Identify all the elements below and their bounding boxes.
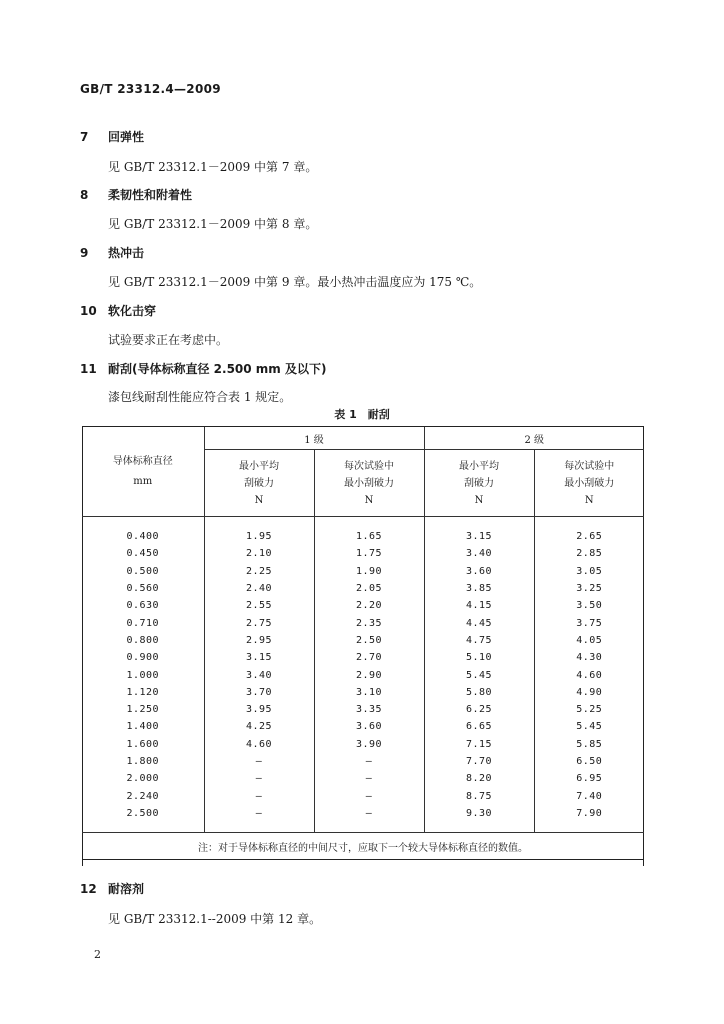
- section-7-text: 见 GB/T 23312.1－2009 中第 7 章。: [108, 160, 318, 174]
- grade-1-min-per-test-cell: –: [314, 753, 424, 770]
- grade-1-min-average-header: [204, 450, 314, 517]
- grade-2-min-average-cell: 3.40: [424, 545, 534, 562]
- section-title: 软化击穿: [108, 304, 157, 318]
- header-line: 最小刮破力: [564, 477, 615, 489]
- grade-1-min-average-cell: 2.25: [204, 563, 314, 580]
- grade-2-min-per-test-cell: 2.85: [534, 545, 644, 562]
- grade-1-min-per-test-cell: 3.60: [314, 718, 424, 735]
- grade-1-min-average-cell: 1.95: [204, 528, 314, 545]
- section-title: 耐刮(导体标称直径 2.500 mm 及以下): [108, 362, 327, 376]
- grade-1-min-average-cell: 2.95: [204, 632, 314, 649]
- table-row: [82, 736, 644, 753]
- header-unit: N: [254, 494, 264, 506]
- table-caption: 表 1 耐刮: [334, 408, 390, 421]
- grade-1-min-per-test-cell: 3.10: [314, 684, 424, 701]
- header-line: 最小平均: [459, 460, 499, 472]
- diameter-header-unit: mm: [133, 475, 153, 487]
- diameter-header: [82, 427, 204, 517]
- grade-1-min-average-cell: —: [204, 787, 314, 804]
- grade-2-min-average-cell: 8.75: [424, 787, 534, 804]
- grade-2-min-per-test-cell: 4.90: [534, 684, 644, 701]
- grade-2-min-per-test-cell: 4.60: [534, 666, 644, 683]
- page-number: 2: [94, 948, 101, 961]
- diameter-cell: 2.240: [126, 790, 160, 802]
- grade-2-min-average-cell: 4.45: [424, 614, 534, 631]
- section-10-heading: [80, 302, 156, 319]
- diameter-cell: 1.000: [126, 669, 160, 681]
- diameter-cell: 0.630: [126, 600, 160, 612]
- grade-1-min-per-test-cell: 2.20: [314, 597, 424, 614]
- table-row: [82, 614, 644, 631]
- grade-1-min-per-test-cell: 2.05: [314, 580, 424, 597]
- table-row: [82, 597, 644, 614]
- diameter-cell: 0.500: [126, 565, 160, 577]
- section-8-heading: [80, 186, 192, 203]
- table-row: [82, 580, 644, 597]
- grade-2-min-per-test-cell: 7.40: [534, 787, 644, 804]
- section-12-text: 见 GB/T 23312.1--2009 中第 12 章。: [108, 912, 322, 926]
- grade-1-min-per-test-cell: 3.90: [314, 736, 424, 753]
- table-row: [82, 701, 644, 718]
- table-row: [82, 753, 644, 770]
- diameter-cell: 0.400: [126, 531, 160, 543]
- header-line: 每次试验中: [344, 460, 394, 472]
- section-number: 9: [80, 246, 89, 260]
- diameter-cell: 0.450: [126, 548, 160, 560]
- grade-2-min-average-header: [424, 450, 534, 517]
- grade-1-min-average-cell: 4.60: [204, 736, 314, 753]
- table-row: [82, 563, 644, 580]
- grade-2-min-per-test-cell: 5.45: [534, 718, 644, 735]
- table-row: [82, 684, 644, 701]
- section-number: 12: [80, 882, 97, 896]
- table-row: [82, 666, 644, 683]
- grade-2-min-average-cell: 5.10: [424, 649, 534, 666]
- table-row: [82, 545, 644, 562]
- header-unit: N: [474, 494, 484, 506]
- grade-1-min-per-test-cell: –: [314, 787, 424, 804]
- section-number: 7: [80, 130, 89, 144]
- grade-2-min-average-cell: 7.70: [424, 753, 534, 770]
- table-row: [82, 718, 644, 735]
- grade-1-min-per-test-cell: 3.35: [314, 701, 424, 718]
- table-row: [82, 528, 644, 545]
- diameter-cell: 0.900: [126, 652, 160, 664]
- grade-2-min-average-cell: 9.30: [424, 805, 534, 822]
- standard-id-header: GB/T 23312.4—2009: [80, 82, 221, 96]
- diameter-cell: 1.600: [126, 738, 160, 750]
- grade-2-min-per-test-cell: 6.50: [534, 753, 644, 770]
- grade-1-min-per-test-header: [314, 450, 424, 517]
- grade-2-min-per-test-cell: 3.50: [534, 597, 644, 614]
- section-number: 10: [80, 304, 97, 318]
- grade-1-min-average-cell: 2.55: [204, 597, 314, 614]
- grade-1-min-per-test-cell: 1.65: [314, 528, 424, 545]
- section-11-text: 漆包线耐刮性能应符合表 1 规定。: [108, 390, 292, 404]
- grade-1-min-average-cell: 2.75: [204, 614, 314, 631]
- grade-2-min-average-cell: 3.15: [424, 528, 534, 545]
- grade-2-min-average-cell: 7.15: [424, 736, 534, 753]
- table-row: [82, 787, 644, 804]
- table-body: [82, 528, 644, 822]
- grade-2-min-per-test-cell: 6.95: [534, 770, 644, 787]
- diameter-cell: 1.800: [126, 756, 160, 767]
- grade-2-header: 2 级: [424, 427, 644, 450]
- grade-2-min-average-cell: 6.65: [424, 718, 534, 735]
- grade-2-min-average-cell: 5.80: [424, 684, 534, 701]
- diameter-cell: 2.500: [126, 807, 160, 819]
- grade-2-min-average-cell: 8.20: [424, 770, 534, 787]
- diameter-cell: 2.000: [126, 773, 160, 785]
- table-row: [82, 649, 644, 666]
- section-number: 8: [80, 188, 89, 202]
- grade-1-min-per-test-cell: 2.70: [314, 649, 424, 666]
- grade-1-min-per-test-cell: 2.50: [314, 632, 424, 649]
- section-title: 热冲击: [108, 246, 145, 260]
- section-title: 回弹性: [108, 130, 145, 144]
- grade-1-min-average-cell: —: [204, 753, 314, 770]
- table-note: 注：对于导体标称直径的中间尺寸，应取下一个较大导体标称直径的数值。: [82, 833, 644, 860]
- diameter-cell: 0.560: [126, 583, 160, 595]
- header-line: 最小平均: [239, 460, 279, 472]
- grade-1-min-per-test-cell: 1.75: [314, 545, 424, 562]
- section-8-text: 见 GB/T 23312.1－2009 中第 8 章。: [108, 217, 318, 231]
- grade-1-min-average-cell: 3.95: [204, 701, 314, 718]
- section-10-text: 试验要求正在考虑中。: [108, 333, 229, 347]
- grade-2-min-per-test-cell: 5.25: [534, 701, 644, 718]
- grade-1-min-per-test-cell: 1.90: [314, 563, 424, 580]
- grade-2-min-average-cell: 4.75: [424, 632, 534, 649]
- grade-2-min-average-cell: 6.25: [424, 701, 534, 718]
- grade-2-min-per-test-cell: 3.25: [534, 580, 644, 597]
- grade-1-header: 1 级: [204, 427, 424, 450]
- diameter-cell: 0.800: [126, 634, 160, 646]
- scrape-resistance-table: [82, 426, 644, 860]
- grade-1-min-average-cell: 4.25: [204, 718, 314, 735]
- grade-2-min-per-test-cell: 4.05: [534, 632, 644, 649]
- diameter-cell: 1.250: [126, 704, 160, 716]
- grade-2-min-average-cell: 5.45: [424, 666, 534, 683]
- diameter-cell: 0.710: [126, 617, 160, 629]
- section-11-heading: [80, 360, 326, 377]
- grade-1-min-average-cell: —: [204, 805, 314, 822]
- grade-2-min-average-cell: 3.85: [424, 580, 534, 597]
- grade-1-min-average-cell: 3.70: [204, 684, 314, 701]
- grade-1-min-per-test-cell: 2.90: [314, 666, 424, 683]
- diameter-cell: 1.120: [126, 686, 160, 698]
- grade-2-min-per-test-cell: 2.65: [534, 528, 644, 545]
- section-9-text: 见 GB/T 23312.1－2009 中第 9 章。最小热冲击温度应为 175 ℃。: [108, 275, 482, 289]
- grade-1-min-average-cell: —: [204, 770, 314, 787]
- diameter-header-label: 导体标称直径: [112, 455, 173, 467]
- grade-1-min-average-cell: 2.10: [204, 545, 314, 562]
- header-unit: N: [584, 494, 594, 506]
- section-number: 11: [80, 362, 97, 376]
- grade-2-min-per-test-cell: 3.05: [534, 563, 644, 580]
- grade-1-min-average-cell: 3.40: [204, 666, 314, 683]
- header-unit: N: [364, 494, 374, 506]
- grade-2-min-per-test-cell: 7.90: [534, 805, 644, 822]
- grade-1-min-per-test-cell: –: [314, 770, 424, 787]
- grade-1-min-average-cell: 2.40: [204, 580, 314, 597]
- header-line: 最小刮破力: [344, 477, 394, 489]
- grade-1-min-per-test-cell: 2.35: [314, 614, 424, 631]
- table-row: [82, 632, 644, 649]
- grade-2-min-per-test-cell: 5.85: [534, 736, 644, 753]
- section-9-heading: [80, 244, 144, 261]
- section-title: 耐溶剂: [108, 882, 145, 896]
- header-line: 刮破力: [464, 477, 494, 489]
- section-12-heading: [80, 880, 144, 897]
- grade-2-min-average-cell: 4.15: [424, 597, 534, 614]
- header-line: 刮破力: [244, 477, 274, 489]
- section-title: 柔韧性和附着性: [108, 188, 193, 202]
- grade-2-min-per-test-header: [534, 450, 644, 517]
- grade-1-min-per-test-cell: –: [314, 805, 424, 822]
- grade-1-min-average-cell: 3.15: [204, 649, 314, 666]
- header-line: 每次试验中: [564, 460, 615, 472]
- section-7-heading: [80, 128, 144, 145]
- diameter-cell: 1.400: [126, 721, 160, 733]
- table-row: [82, 770, 644, 787]
- grade-2-min-per-test-cell: 3.75: [534, 614, 644, 631]
- grade-2-min-average-cell: 3.60: [424, 563, 534, 580]
- grade-2-min-per-test-cell: 4.30: [534, 649, 644, 666]
- table-row: [82, 805, 644, 822]
